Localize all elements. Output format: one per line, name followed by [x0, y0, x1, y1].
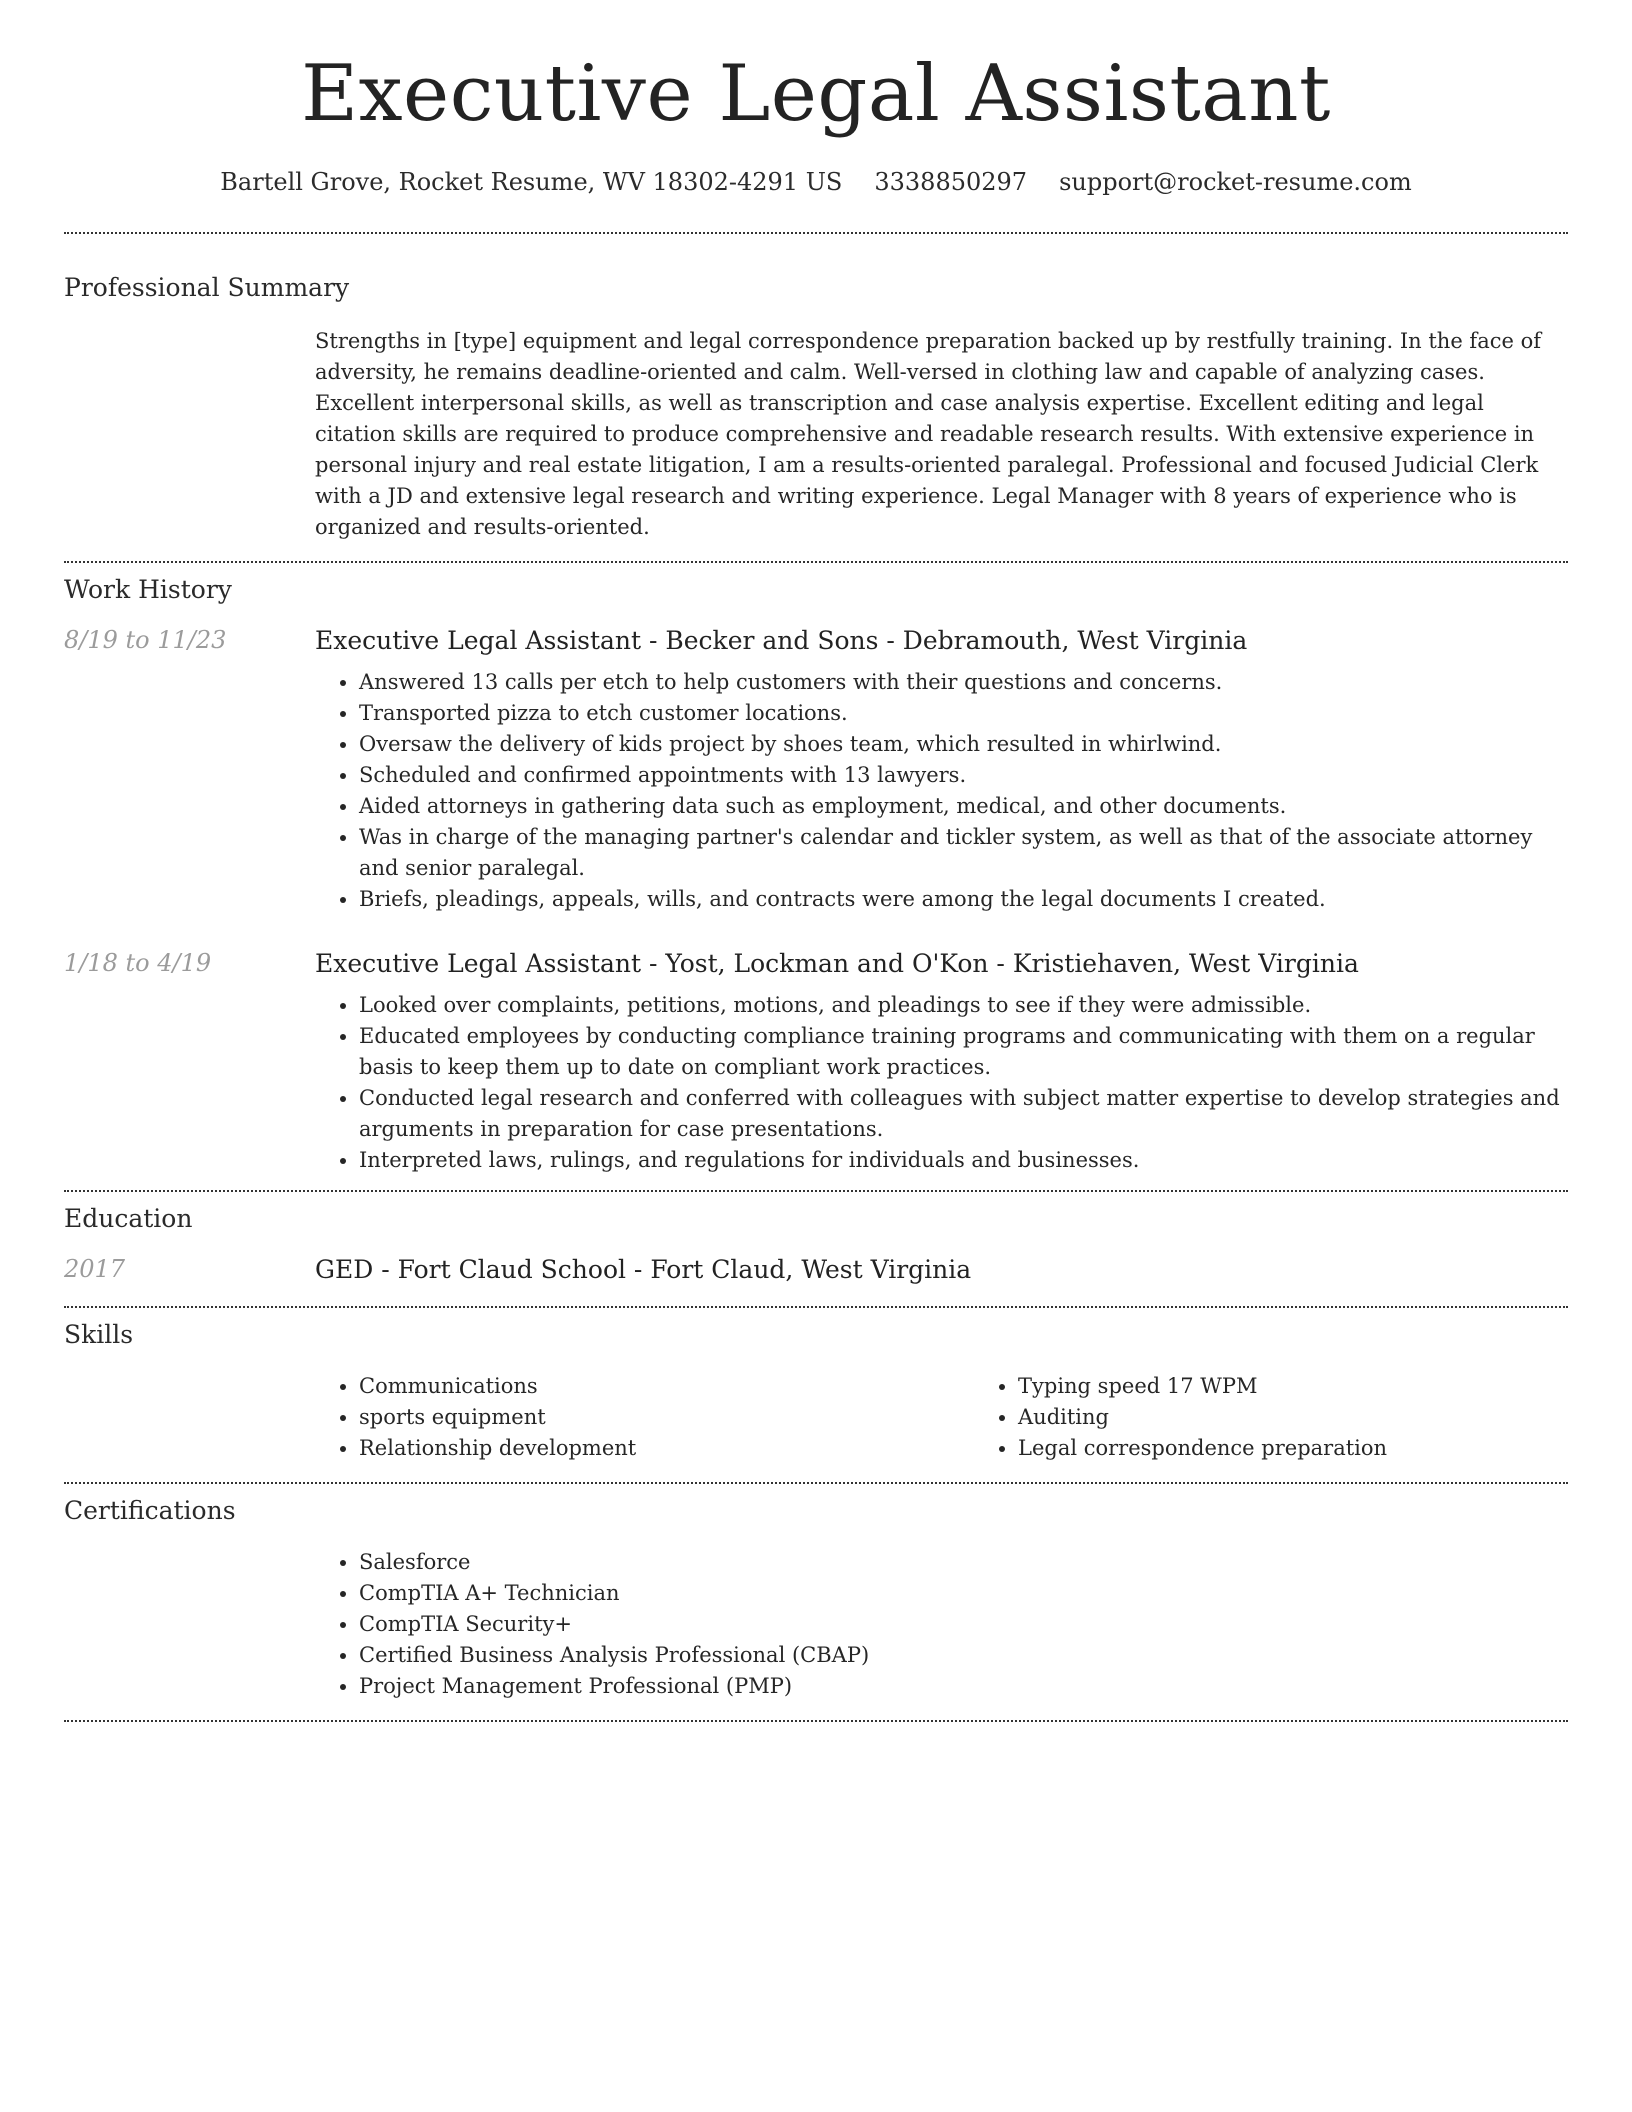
- certifications-body: [315, 1547, 1568, 1702]
- summary-body: [315, 326, 1568, 543]
- summary-title: Professional Summary: [64, 272, 350, 302]
- contact-line: [64, 168, 1568, 196]
- skill-item: • Auditing: [1018, 1402, 1632, 1433]
- work-history-section: [64, 563, 1568, 1176]
- job-bullet: • Scheduled and confirmed appointments with 13 lawyers.: [359, 760, 1568, 791]
- job-bullet: • Interpreted laws, rulings, and regulations for individuals and businesses.: [359, 1145, 1568, 1176]
- education-heading: GED - Fort Claud School - Fort Claud, West Virginia: [315, 1254, 972, 1284]
- job-details: [315, 949, 1568, 1176]
- job-bullet: • Answered 13 calls per etch to help customers with their questions and concerns.: [359, 667, 1568, 698]
- job-bullet: • Educated employees by conducting compliance training programs and communicating with them on a regular basis to keep them up to date on compliant work practices.: [359, 1021, 1568, 1083]
- skill-item: • Typing speed 17 WPM: [1018, 1371, 1632, 1402]
- job-bullets: [315, 667, 1568, 915]
- skill-item: • Legal correspondence preparation: [1018, 1433, 1632, 1464]
- certification-item: • CompTIA Security+: [359, 1609, 1568, 1640]
- certification-item: • CompTIA A+ Technician: [359, 1578, 1568, 1609]
- summary-text: Strengths in [type] equipment and legal correspondence preparation backed up by restfully training. In the face of adversity, he remains deadline-oriented and calm. Well-versed in clothing law and capable of analyzing cases. Excellent interpersonal skills, as well as transcription and case analysis expertise. Excellent editing and legal citation skills are required to produce comprehensive and readable research results. With extensive experience in personal injury and real estate litigation, I am a results-oriented paralegal. Professional and focused Judicial Clerk with a JD and extensive legal research and writing experience. Legal Manager with 8 years of experience who is organized and results-oriented.: [315, 328, 1541, 539]
- job-details: [315, 626, 1568, 915]
- certifications-section: [64, 1484, 1568, 1702]
- job-dates: 1/18 to 4/19: [64, 948, 212, 977]
- job-bullet: • Oversaw the delivery of kids project by shoes team, which resulted in whirlwind.: [359, 729, 1568, 760]
- contact-email: support@rocket-resume.com: [1059, 167, 1412, 196]
- skills-list-left: [315, 1371, 974, 1464]
- job-entry: [64, 626, 1568, 915]
- contact-phone: 3338850297: [874, 167, 1028, 196]
- job-entry: [64, 949, 1568, 1176]
- job-heading: Executive Legal Assistant - Becker and Sons - Debramouth, West Virginia: [315, 625, 1248, 655]
- certification-item: • Project Management Professional (PMP): [359, 1671, 1568, 1702]
- summary-row: [64, 326, 1568, 543]
- skill-item: • Communications: [359, 1371, 974, 1402]
- job-dates: 8/19 to 11/23: [64, 625, 227, 654]
- job-bullet: • Aided attorneys in gathering data such as employment, medical, and other documents.: [359, 791, 1568, 822]
- skill-item: • sports equipment: [359, 1402, 974, 1433]
- divider: [64, 1720, 1568, 1722]
- education-title: Education: [64, 1203, 193, 1233]
- skills-title: Skills: [64, 1319, 134, 1349]
- skills-section: [64, 1308, 1568, 1464]
- certification-item: • Salesforce: [359, 1547, 1568, 1578]
- resume-header: [64, 0, 1568, 196]
- certifications-row: [64, 1547, 1568, 1702]
- education-details: [315, 1255, 1568, 1284]
- job-bullet: • Briefs, pleadings, appeals, wills, and contracts were among the legal documents I created.: [359, 884, 1568, 915]
- job-bullet: • Was in charge of the managing partner's calendar and tickler system, as well as that of the associate attorney and senior paralegal.: [359, 822, 1568, 884]
- education-year: 2017: [64, 1254, 126, 1283]
- resume-name: Executive Legal Assistant: [301, 49, 1331, 139]
- summary-section: [64, 234, 1568, 543]
- job-bullet: • Conducted legal research and conferred with colleagues with subject matter expertise to develop strategies and arguments in preparation for case presentations.: [359, 1083, 1568, 1145]
- job-bullet: • Looked over complaints, petitions, motions, and pleadings to see if they were admissible.: [359, 990, 1568, 1021]
- job-bullets: [315, 990, 1568, 1176]
- job-bullet: • Transported pizza to etch customer locations.: [359, 698, 1568, 729]
- skills-list-right: [974, 1371, 1632, 1464]
- certification-item: • Certified Business Analysis Professional (CBAP): [359, 1640, 1568, 1671]
- work-history-title: Work History: [64, 574, 232, 604]
- job-heading: Executive Legal Assistant - Yost, Lockman and O'Kon - Kristiehaven, West Virginia: [315, 948, 1359, 978]
- education-section: [64, 1192, 1568, 1284]
- skill-item: • Relationship development: [359, 1433, 974, 1464]
- certifications-title: Certifications: [64, 1495, 236, 1525]
- education-entry: [64, 1255, 1568, 1284]
- contact-address: Bartell Grove, Rocket Resume, WV 18302-4291 US: [220, 167, 843, 196]
- certifications-list: [315, 1547, 1568, 1702]
- skills-row: [64, 1371, 1568, 1464]
- skills-grid: [315, 1371, 1632, 1464]
